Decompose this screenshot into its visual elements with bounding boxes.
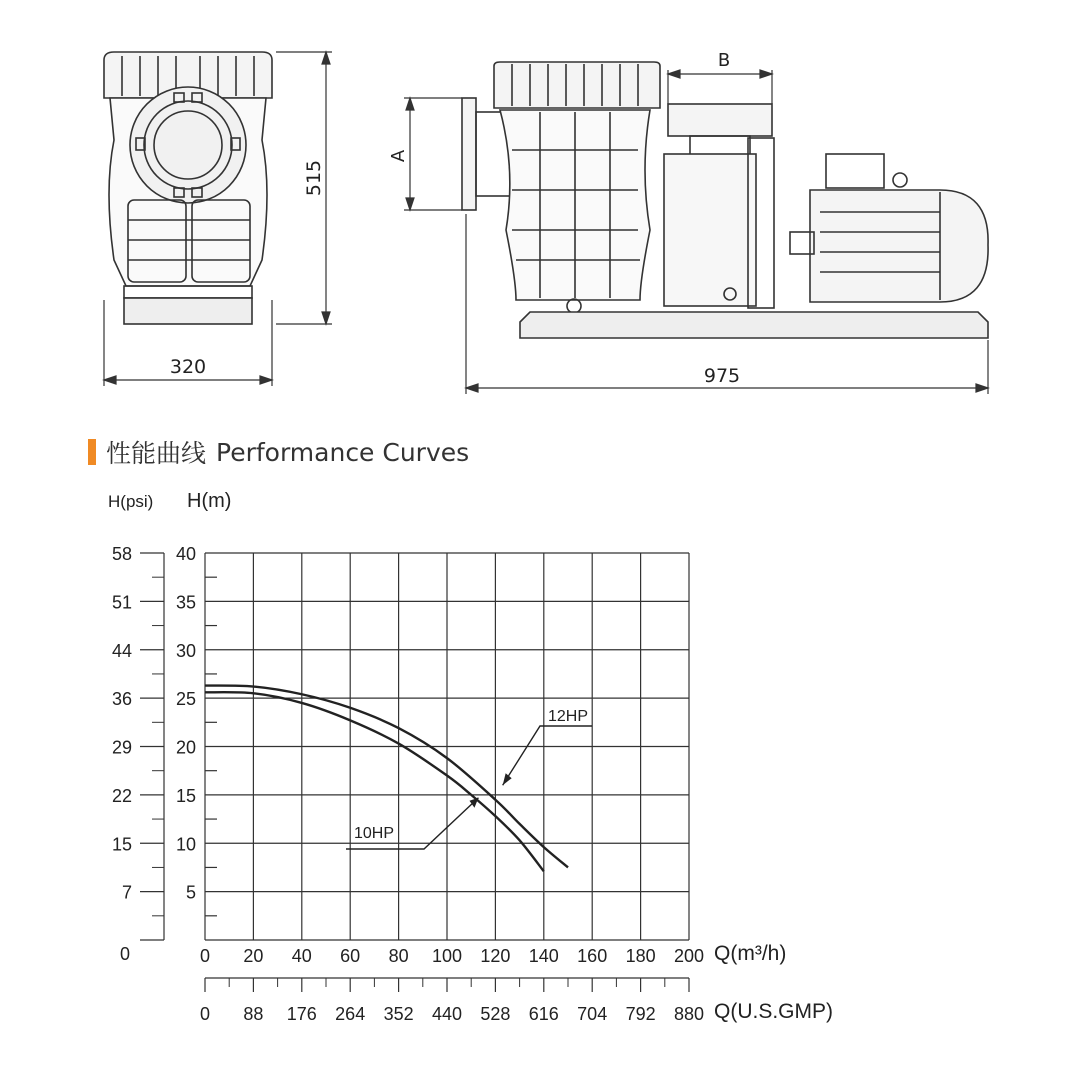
y-tick-label-psi: 44 (111, 640, 132, 661)
x-tick-label-secondary: 176 (286, 1004, 317, 1024)
x-tick-label-primary: 120 (480, 946, 511, 966)
curve-10hp (205, 692, 544, 871)
front-height-label: 515 (303, 159, 325, 197)
y-tick-label-psi: 22 (111, 785, 132, 806)
y-axis-label-psi: H(psi) (108, 492, 154, 511)
x-tick-label-primary: 60 (340, 946, 361, 966)
x-axis-label-secondary: Q(U.S.GMP) (714, 1000, 833, 1023)
x-tick-label-primary: 200 (673, 946, 705, 966)
x-tick-label-secondary: 616 (528, 1004, 559, 1024)
x-tick-label-secondary: 0 (199, 1004, 211, 1024)
series-label-10hp: 10HP (354, 825, 395, 842)
y-axis-label-m: H(m) (187, 490, 232, 512)
y-tick-label-psi: 58 (111, 544, 132, 564)
x-tick-label-secondary: 264 (335, 1004, 366, 1024)
y-tick-label-psi: 51 (111, 592, 132, 613)
section-title-cn: 性能曲线 (106, 439, 207, 468)
series-label-12hp: 12HP (548, 708, 589, 725)
x-tick-label-secondary: 88 (243, 1004, 264, 1024)
y-tick-label-m: 35 (175, 592, 196, 613)
y-tick-label-psi: 0 (119, 944, 130, 964)
front-width-label: 320 (169, 356, 207, 378)
x-tick-label-primary: 20 (243, 946, 264, 966)
x-tick-label-primary: 100 (431, 946, 463, 966)
dimension-a-label: A (388, 149, 409, 163)
x-tick-label-primary: 0 (199, 946, 211, 966)
leader-arrow-12hp (503, 773, 512, 785)
section-title-en: Performance Curves (216, 437, 470, 467)
y-tick-label-psi: 29 (111, 737, 132, 758)
y-tick-label-m: 10 (175, 834, 196, 855)
y-tick-label-m: 40 (175, 544, 196, 564)
y-tick-label-m: 30 (175, 640, 196, 661)
x-tick-label-primary: 140 (528, 946, 559, 966)
y-tick-label-psi: 15 (111, 834, 132, 855)
y-tick-label-m: 25 (175, 689, 196, 710)
x-tick-label-primary: 180 (625, 946, 656, 966)
x-tick-label-secondary: 880 (673, 1004, 705, 1024)
overall-length-label: 975 (703, 365, 741, 387)
x-tick-label-secondary: 352 (383, 1004, 414, 1024)
y-tick-label-psi: 36 (111, 689, 132, 710)
x-tick-label-primary: 40 (291, 946, 312, 966)
y-tick-label-m: 20 (175, 737, 196, 758)
leader-line-12hp (503, 726, 592, 785)
x-tick-label-secondary: 440 (431, 1004, 463, 1024)
dimension-b-label: B (717, 50, 731, 71)
y-tick-label-m: 5 (185, 882, 196, 903)
x-tick-label-secondary: 528 (480, 1004, 511, 1024)
x-axis-label-primary: Q(m³/h) (714, 942, 787, 965)
leader-arrow-10hp (469, 798, 478, 808)
y-tick-label-m: 15 (175, 785, 196, 806)
x-tick-label-primary: 160 (577, 946, 608, 966)
x-tick-label-secondary: 792 (625, 1004, 656, 1024)
x-tick-label-secondary: 704 (577, 1004, 608, 1024)
y-tick-label-psi: 7 (121, 882, 132, 903)
x-tick-label-primary: 80 (388, 946, 409, 966)
